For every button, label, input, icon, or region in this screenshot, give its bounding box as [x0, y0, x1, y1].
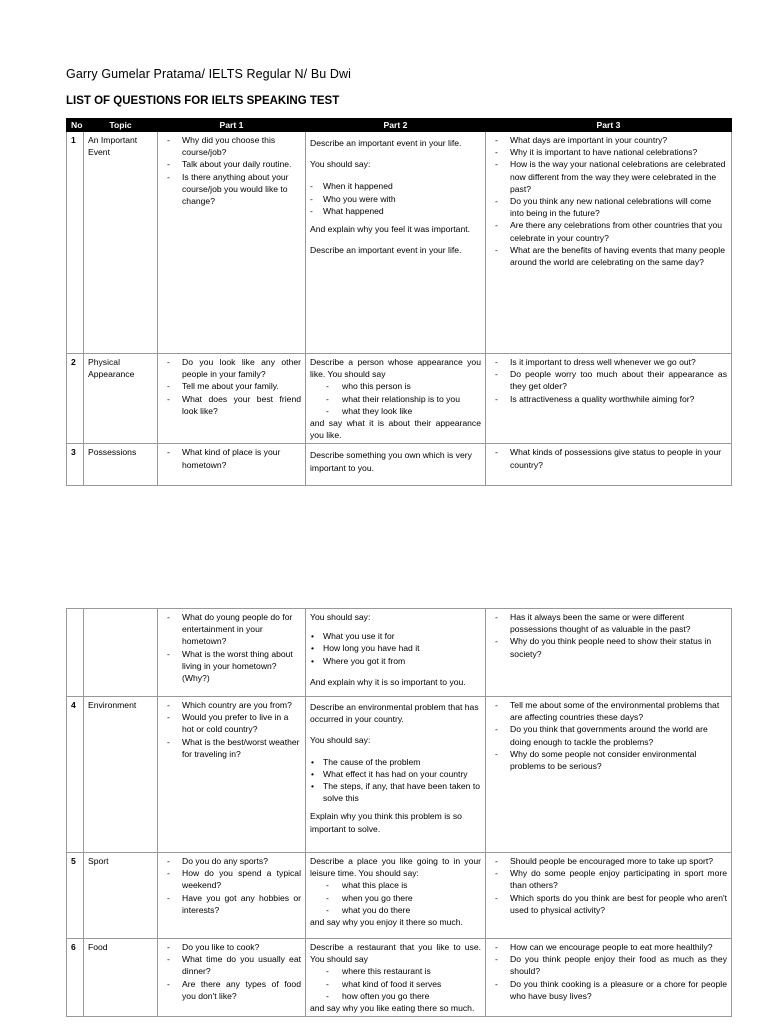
row-number: 1	[67, 132, 84, 354]
table-row	[67, 132, 732, 354]
list-item: - Do you think cooking is a pleasure or a chore for people who have busy lives?	[490, 978, 727, 1002]
list-item: - Do you look like any other people in your family?	[162, 356, 301, 380]
list-item: - Why do some people enjoy participating in sport more than others?	[490, 867, 727, 891]
list-item: • How long you have had it	[310, 642, 481, 654]
list-item: - what they look like	[310, 405, 481, 417]
header-part-1: Part 1	[158, 119, 306, 132]
list-item: - Talk about your daily routine.	[162, 158, 301, 170]
part3-cell	[486, 132, 732, 354]
list-item: - Do you do any sports?	[162, 855, 301, 867]
list-item: - Which country are you from?	[162, 699, 301, 711]
part3-cell	[486, 609, 732, 697]
list-item: - Do you think that governments around the world are doing enough to tackle the problems?	[490, 723, 727, 747]
table-row	[67, 853, 732, 939]
part2-explain: And explain why you feel it was important.	[310, 224, 471, 235]
list-item: - What kinds of possessions give status to people in your country?	[490, 446, 727, 470]
part2-intro: Describe an important event in your life.	[310, 138, 462, 148]
table-row	[67, 444, 732, 486]
list-item: - Do people worry too much about their appearance as they get older?	[490, 368, 727, 392]
part2-intro: Describe a restaurant that you like to use. You should say	[310, 942, 481, 965]
list-item: - Has it always been the same or were different possessions thought of as valuable in the past?	[490, 611, 727, 635]
list-item: - Is attractiveness a quality worthwhile aiming for?	[490, 393, 727, 405]
questions-table-page-1	[66, 118, 732, 486]
list-item: - How do you spend a typical weekend?	[162, 867, 301, 891]
list-item: - What does your best friend look like?	[162, 393, 301, 417]
part3-cell	[486, 444, 732, 486]
list-item: - Why did you choose this course/job?	[162, 134, 301, 158]
list-item: - Which sports do you think are best for people who aren't used to physical activity?	[490, 892, 727, 916]
list-item: - Who you were with	[310, 193, 481, 205]
list-item: - Are there any celebrations from other countries that you celebrate in your country?	[490, 219, 727, 243]
list-item: - Would you prefer to live in a hot or cold country?	[162, 711, 301, 735]
row-topic: Food	[84, 939, 158, 1017]
part2-outro: Describe an important event in your life.	[310, 245, 462, 256]
list-item: - Is there anything about your course/job you would like to change?	[162, 171, 301, 208]
list-item: - Why do you think people need to show their status in society?	[490, 635, 727, 659]
list-item: - Why it is important to have national celebrations?	[490, 146, 727, 158]
row-number: 6	[67, 939, 84, 1017]
list-item: • The cause of the problem	[310, 756, 481, 768]
list-item: - what kind of food it serves	[310, 978, 481, 990]
part2-cell	[306, 939, 486, 1017]
part1-cell	[158, 444, 306, 486]
row-number	[67, 609, 84, 697]
list-item: - Are there any types of food you don't like?	[162, 978, 301, 1002]
list-item: • What effect it has had on your country	[310, 768, 481, 780]
list-item: - who this person is	[310, 380, 481, 392]
list-item: - How can we encourage people to eat more healthily?	[490, 941, 727, 953]
part1-cell	[158, 354, 306, 444]
list-item: - Should people be encouraged more to take up sport?	[490, 855, 727, 867]
part2-outro: and say why you enjoy it there so much.	[310, 917, 463, 928]
part2-should-say: You should say:	[310, 159, 371, 170]
part2-outro: and say what it is about their appearance you like.	[310, 418, 481, 441]
document-author-line: Garry Gumelar Pratama/ IELTS Regular N/ Bu Dwi	[66, 67, 352, 81]
list-item: - What happened	[310, 205, 481, 217]
table-row	[67, 939, 732, 1017]
part3-cell	[486, 853, 732, 939]
part1-cell	[158, 697, 306, 853]
part2-intro: Describe a person whose appearance you like. You should say	[310, 357, 481, 380]
list-item: - When it happened	[310, 180, 481, 192]
list-item: - What days are important in your country?	[490, 134, 727, 146]
row-topic: Possessions	[84, 444, 158, 486]
list-item: - What are the benefits of having events that many people around the world are celebrating on the same day?	[490, 244, 727, 268]
list-item: - What do young people do for entertainment in your hometown?	[162, 611, 301, 648]
list-item: - how often you go there	[310, 990, 481, 1002]
part2-outro: and say why you like eating there so much.	[310, 1003, 475, 1014]
list-item: - Tell me about your family.	[162, 380, 301, 392]
part2-cell	[306, 132, 486, 354]
part2-intro: Describe something you own which is very important to you.	[310, 450, 472, 473]
list-item: - Do you like to cook?	[162, 941, 301, 953]
part2-intro: Describe a place you like going to in your leisure time. You should say:	[310, 856, 481, 879]
part2-intro: Describe an environmental problem that has occurred in your country.	[310, 702, 479, 725]
list-item: - Do you think any new national celebrations will come into being in the future?	[490, 195, 727, 219]
row-topic: Environment	[84, 697, 158, 853]
header-topic: Topic	[84, 119, 158, 132]
list-item: - Is it important to dress well whenever we go out?	[490, 356, 727, 368]
part2-cell	[306, 609, 486, 697]
part2-cell	[306, 444, 486, 486]
list-item: - What is the worst thing about living in your hometown? (Why?)	[162, 648, 301, 685]
row-topic: An Important Event	[84, 132, 158, 354]
list-item: - What kind of place is your hometown?	[162, 446, 301, 470]
list-item: - what this place is	[310, 879, 481, 891]
part3-cell	[486, 697, 732, 853]
part1-cell	[158, 132, 306, 354]
list-item: • The steps, if any, that have been taken to solve this	[310, 780, 481, 804]
row-topic: Physical Appearance	[84, 354, 158, 444]
part1-cell	[158, 853, 306, 939]
list-item: - How is the way your national celebrations are celebrated now different from the way they were celebrated in the past?	[490, 158, 727, 195]
part3-cell	[486, 939, 732, 1017]
list-item: - What time do you usually eat dinner?	[162, 953, 301, 977]
header-part-2: Part 2	[306, 119, 486, 132]
row-topic	[84, 609, 158, 697]
part2-should-say: You should say:	[310, 735, 371, 746]
list-item: • Where you got it from	[310, 655, 481, 667]
row-number: 5	[67, 853, 84, 939]
table-row	[67, 609, 732, 697]
list-item: - Why do some people not consider environmental problems to be serious?	[490, 748, 727, 772]
document-title: LIST OF QUESTIONS FOR IELTS SPEAKING TEST	[66, 95, 340, 107]
list-item: - where this restaurant is	[310, 965, 481, 977]
part1-cell	[158, 939, 306, 1017]
part2-cell	[306, 697, 486, 853]
part2-explain: Explain why you think this problem is so important to solve.	[310, 811, 462, 834]
part2-cell	[306, 354, 486, 444]
header-no: No	[67, 119, 84, 132]
part2-should-say: You should say:	[310, 612, 371, 622]
questions-table-page-2	[66, 608, 732, 1017]
row-number: 2	[67, 354, 84, 444]
header-part-3: Part 3	[486, 119, 732, 132]
list-item: - Have you got any hobbies or interests?	[162, 892, 301, 916]
part2-explain: And explain why it is so important to you.	[310, 676, 466, 687]
list-item: - Do you think people enjoy their food as much as they should?	[490, 953, 727, 977]
table-row	[67, 354, 732, 444]
row-number: 3	[67, 444, 84, 486]
list-item: - Tell me about some of the environmental problems that are affecting countries these days?	[490, 699, 727, 723]
list-item: - when you go there	[310, 892, 481, 904]
list-item: - what their relationship is to you	[310, 393, 481, 405]
list-item: • What you use it for	[310, 630, 481, 642]
part1-cell	[158, 609, 306, 697]
table-row	[67, 697, 732, 853]
list-item: - What is the best/worst weather for traveling in?	[162, 736, 301, 760]
table-header-row	[67, 119, 732, 132]
part3-cell	[486, 354, 732, 444]
row-number: 4	[67, 697, 84, 853]
row-topic: Sport	[84, 853, 158, 939]
part2-cell	[306, 853, 486, 939]
list-item: - what you do there	[310, 904, 481, 916]
